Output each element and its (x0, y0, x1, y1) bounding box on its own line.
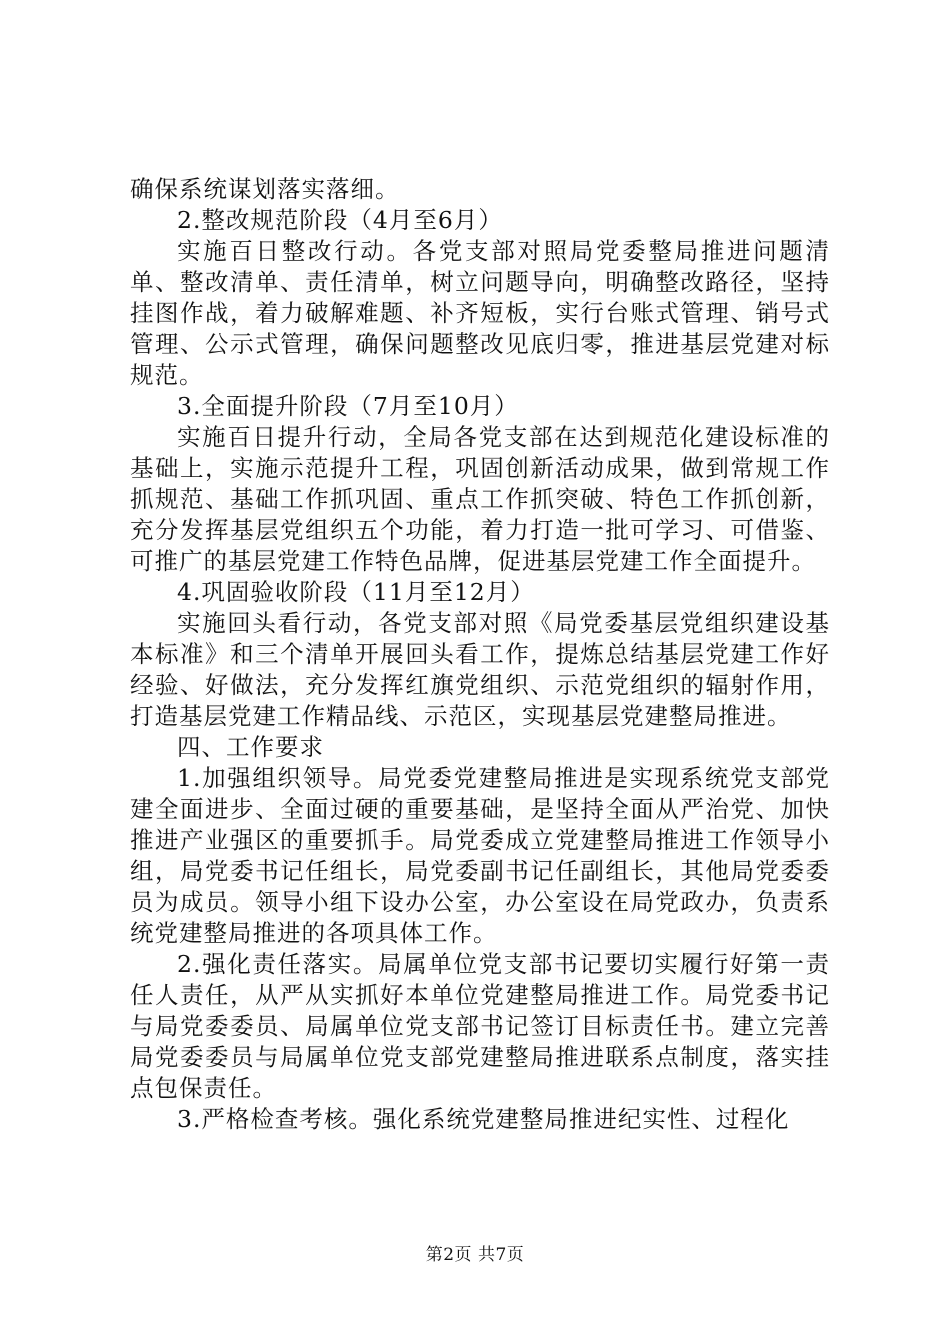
paragraph-improvement: 实施百日提升行动，全局各党支部在达到规范化建设标准的基础上，实施示范提升工程，巩固创新活动成果，做到常规工作抓规范、基础工作抓巩固、重点工作抓突破、特色工作抓创新，充分发挥基层党组织五个功能，着力打造一批可学习、可借鉴、可推广的基层党建工作特色品牌，促进基层党建工作全面提升。 (130, 423, 830, 575)
paragraph-rectification: 实施百日整改行动。各党支部对照局党委整局推进问题清单、整改清单、责任清单，树立问题导向，明确整改路径，坚持挂图作战，着力破解难题、补齐短板，实行台账式管理、销号式管理、公示式管理，确保问题整改见底归零，推进基层党建对标规范。 (130, 237, 830, 389)
paragraph-acceptance: 实施回头看行动，各党支部对照《局党委基层党组织建设基本标准》和三个清单开展回头看工作，提炼总结基层党建工作好经验、好做法，充分发挥红旗党组织、示范党组织的辐射作用，打造基层党建工作精品线、示范区，实现基层党建整局推进。 (130, 609, 830, 730)
paragraph-continuation: 确保系统谋划落实落细。 (130, 175, 400, 203)
section-heading-rectification: 2.整改规范阶段（4月至6月） (177, 206, 503, 234)
document-body (130, 174, 830, 1135)
paragraph-inspection: 3.严格检查考核。强化系统党建整局推进纪实性、过程化 (177, 1105, 790, 1133)
page-footer: 第2页 共7页 (425, 1245, 525, 1265)
paragraph-responsibility: 2.强化责任落实。局属单位党支部书记要切实履行好第一责任人责任，从严从实抓好本单位党建整局推进工作。局党委书记与局党委委员、局属单位党支部书记签订目标责任书。建立完善局党委委员与局属单位党支部党建整局推进联系点制度，落实挂点包保责任。 (130, 950, 830, 1102)
section-heading-requirements: 四、工作要求 (177, 733, 324, 761)
section-heading-acceptance: 4.巩固验收阶段（11月至12月） (177, 578, 535, 606)
paragraph-leadership: 1.加强组织领导。局党委党建整局推进是实现系统党支部党建全面进步、全面过硬的重要基础，是坚持全面从严治党、加快推进产业强区的重要抓手。局党委成立党建整局推进工作领导小组，局党委书记任组长，局党委副书记任副组长，其他局党委委员为成员。领导小组下设办公室，办公室设在局党政办，负责系统党建整局推进的各项具体工作。 (130, 764, 830, 947)
section-heading-improvement: 3.全面提升阶段（7月至10月） (177, 392, 519, 420)
